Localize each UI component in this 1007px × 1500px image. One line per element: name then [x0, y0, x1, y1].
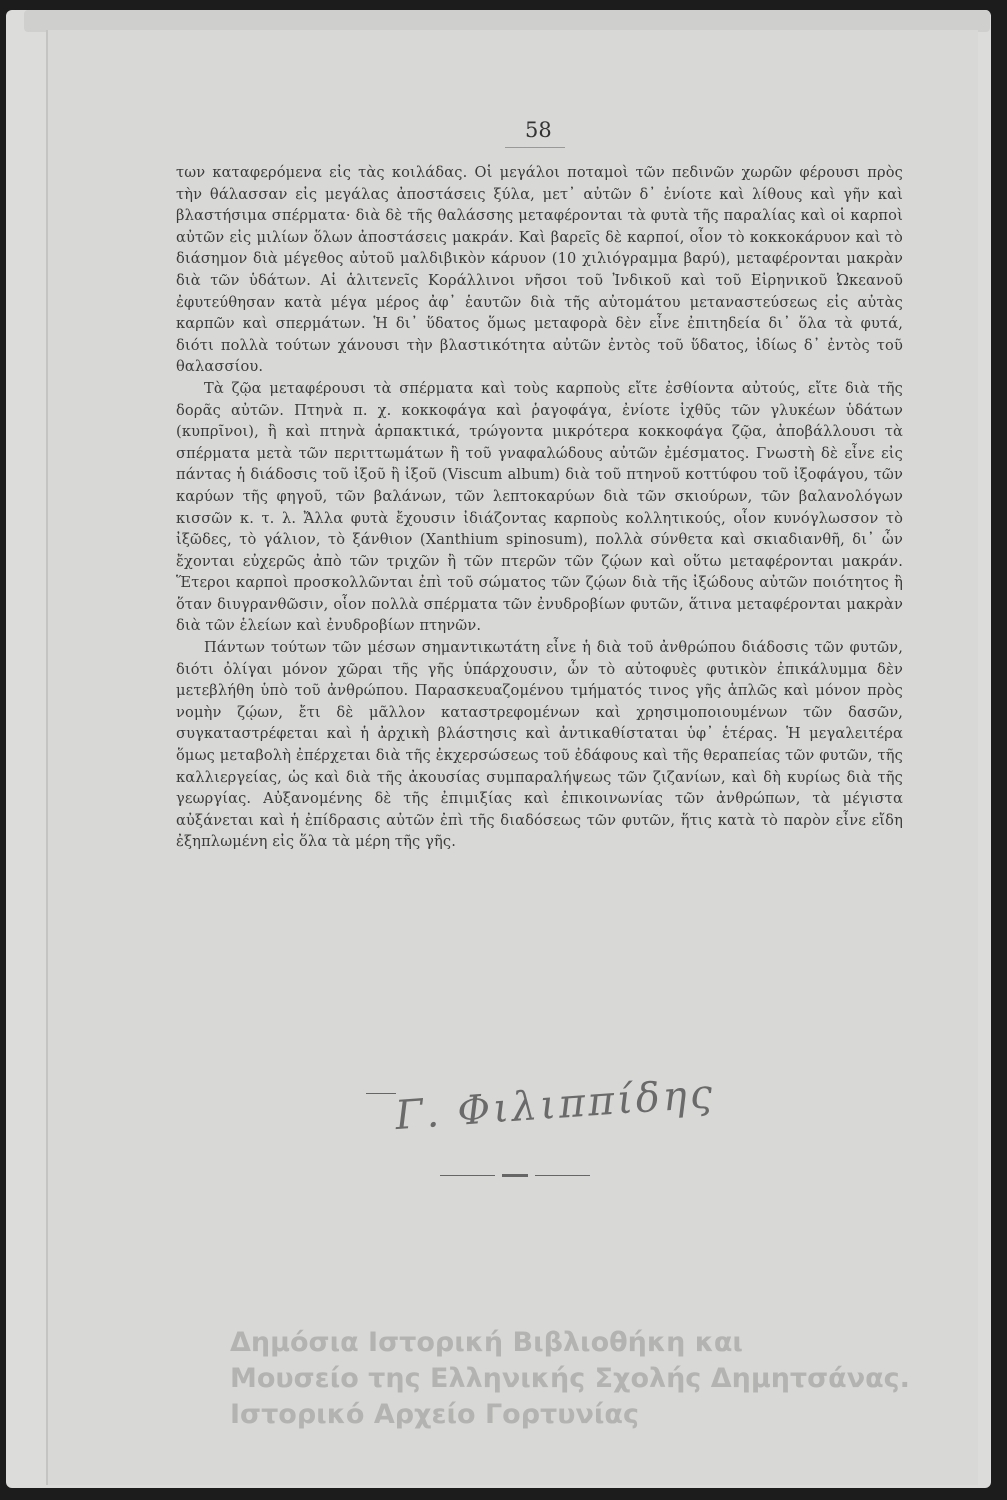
watermark-line-1: Δημόσια Ιστορική Βιβλιοθήκη και: [230, 1327, 743, 1358]
page-edge: [24, 10, 990, 32]
paragraph-2: Τὰ ζῷα μεταφέρουσι τὰ σπέρματα καὶ τοὺς καρποὺς εἴτε ἐσθίοντα αὐτούς, εἴτε διὰ τῆς δορᾶς αὐτῶν. Πτηνὰ π. χ. κοκκοφάγα καὶ ῥαγοφάγα, ἐνίοτε ἰχθῦς τῶν γλυκέων ὑδάτων (κυπρῖνοι), ἢ καὶ πτηνὰ ἁρπακτικά, τρώγοντα μικρότερα κοκκοφάγα ζῷα, ἀποβάλλουσι τὰ σπέρματα μετὰ τῶν περιττωμάτων ἢ τοῦ γναφαλώδους αὐτῶν ἐμέσματος. Γνωστὴ δὲ εἶνε εἰς πάντας ἡ διάδοσις τοῦ ἰξοῦ ἢ ἰξοῦ (Viscum album) διὰ τοῦ πτηνοῦ κοττύφου τοῦ ἰξοφάγου, τῶν καρύων τῆς φηγοῦ, τῶν βαλάνων, τῶν λεπτοκαρύων διὰ τῶν σκιούρων, τῶν βαλανολόγων κισσῶν κ. τ. λ. Ἄλλα φυτὰ ἔχουσιν ἰδιάζοντας καρποὺς κολλητικούς, οἷον κυνόγλωσσον τὸ ἰξῶδες, τὸ γάλιον, τὸ ξάνθιον (Xanthium spinosum), πολλὰ σύνθετα καὶ σκιαδιανθῆ, δι᾽ ὧν ἔχονται εὐχερῶς ἀπὸ τῶν τριχῶν ἢ τῶν πτερῶν τῶν ζῴων καὶ οὕτω μεταφέρονται μακράν. Ἕτεροι καρποὶ προσκολλῶνται ἐπὶ τοῦ σώματος τῶν ζῴων διὰ τῆς ἰξώδους αὐτῶν ποιότητος ἢ ὅταν διυγρανθῶσιν, οἷον πολλὰ σπέρματα τῶν ἐνυδροβίων φυτῶν, ἅτινα μεταφέρονται μακρὰν διὰ τῶν ἑλείων καὶ ἐνυδροβίων πτηνῶν.: [176, 379, 903, 635]
watermark-line-3: Ιστορικό Αρχείο Γορτυνίας: [230, 1399, 639, 1430]
page-number: 58: [525, 118, 552, 142]
signature-lead-line: [366, 1093, 396, 1094]
archive-watermark: [230, 1325, 910, 1433]
end-ornament: [440, 1175, 590, 1177]
paragraph-1: των καταφερόμενα εἰς τὰς κοιλάδας. Οἱ μεγάλοι ποταμοὶ τῶν πεδινῶν χωρῶν φέρουσι πρὸς τὴν θάλασσαν εἰς μεγάλας ἀποστάσεις ξύλα, μετ᾽ αὐτῶν δ᾽ ἐνίοτε καὶ λίθους καὶ γῆν καὶ βλαστήσιμα σπέρματα· διὰ δὲ τῆς θαλάσσης μεταφέρονται τὰ φυτὰ τῆς παραλίας καὶ οἱ καρποὶ αὐτῶν εἰς μιλίων ὅλων ἀποστάσεις μακράν. Καὶ βαρεῖς δὲ καρποί, οἷον τὸ κοκκοκάρυον καὶ τὸ διάσημον διὰ μέγεθος αὐτοῦ μαλδιβικὸν κάρυον (10 χιλιόγραμμα βαρύ), μεταφέρονται μακρὰν διὰ τῶν ὑδάτων. Αἱ ἁλιτενεῖς Κοράλλινοι νῆσοι τοῦ Ἰνδικοῦ καὶ τοῦ Εἰρηνικοῦ Ὠκεανοῦ ἐφυτεύθησαν κατὰ μέγα μέρος ἀφ᾽ ἑαυτῶν διὰ τῆς αὐτομάτου μεταναστεύσεως εἰς αὐτὰς καρπῶν καὶ σπερμάτων. Ἡ δι᾽ ὕδατος ὅμως μεταφορὰ δὲν εἶνε ἐπιτηδεία δι᾽ ὅλα τὰ φυτά, διότι πολλὰ τούτων χάνουσι τὴν βλαστικότητα αὐτῶν ἐντὸς τοῦ ὕδατος, ἰδίως δ᾽ ἐντὸς τοῦ θαλασσίου.: [176, 164, 903, 376]
handwritten-signature: Γ. Φιλιππίδης: [393, 1070, 717, 1140]
paragraph-3: Πάντων τούτων τῶν μέσων σημαντικωτάτη εἶνε ἡ διὰ τοῦ ἀνθρώπου διάδοσις τῶν φυτῶν, διότι ὀλίγαι μόνον χῶραι τῆς γῆς ὑπάρχουσιν, ὧν τὸ αὐτοφυὲς φυτικὸν ἐπικάλυμμα δὲν μετεβλήθη ὑπὸ τοῦ ἀνθρώπου. Παρασκευαζομένου τμήματός τινος γῆς ἁπλῶς καὶ μόνον πρὸς νομὴν ζῴων, ἔτι δὲ μᾶλλον καταστρεφομένων καὶ χρησιμοποιουμένων τῶν δασῶν, συγκαταστρέφεται καὶ ἡ ἀρχικὴ βλάστησις καὶ ἀντικαθίσταται ὑφ᾽ ἑτέρας. Ἡ μεγαλειτέρα ὅμως μεταβολὴ ἐπέρχεται διὰ τῆς ἐκχερσώσεως τοῦ ἐδάφους καὶ τῆς θεραπείας τῶν φυτῶν, τῆς καλλιεργείας, ὡς καὶ διὰ τῆς ἀκουσίας συμπαραλήψεως τῶν ζιζανίων, καὶ δὴ κυρίως διὰ τῆς γεωργίας. Αὐξανομένης δὲ τῆς ἐπιμιξίας καὶ ἐπικοινωνίας τῶν ἀνθρώπων, τὰ μέγιστα αὐξάνεται καὶ ἡ ἐπίδρασις αὐτῶν ἐπὶ τῆς διαδόσεως τῶν φυτῶν, ἥτις κατὰ τὸ παρὸν εἶνε εἴδη ἐξηπλωμένη εἰς ὅλα τὰ μέρη τῆς γῆς.: [176, 639, 903, 851]
body-text: [176, 162, 903, 853]
page-number-rule: [505, 147, 565, 148]
watermark-line-2: Μουσείο της Ελληνικής Σχολής Δημητσάνας.: [230, 1363, 910, 1394]
